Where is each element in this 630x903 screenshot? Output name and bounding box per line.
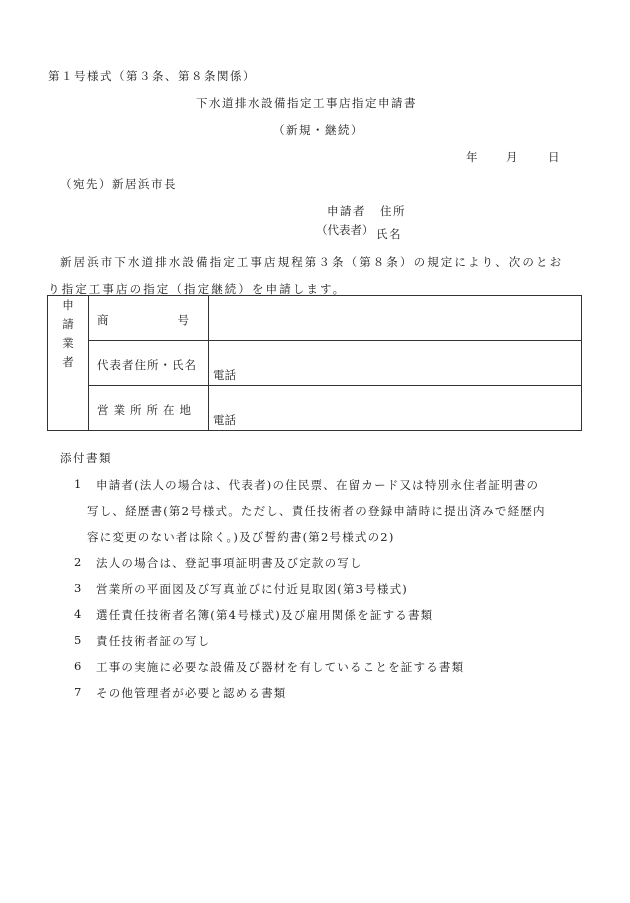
attachment-number: 2: [74, 555, 82, 569]
applicant-address-label: 住所: [380, 204, 406, 218]
tel-label-representative: 電話: [213, 368, 236, 382]
label-cell-trade-name: [89, 296, 209, 341]
value-cell-office-address[interactable]: [209, 386, 582, 431]
row-header-char: 請: [62, 317, 74, 331]
attachment-number: 4: [74, 607, 82, 621]
attachment-text: 責任技術者証の写し: [96, 634, 211, 648]
attachments-heading: 添付書類: [60, 451, 112, 465]
label-office-address: 営業所所在地: [97, 403, 196, 417]
document-subtitle: （新規・継続）: [273, 123, 364, 137]
label-cell-office-address: [89, 386, 209, 431]
row-header-char: 者: [62, 355, 74, 369]
table-row: [48, 386, 582, 431]
attachment-number: 6: [74, 659, 82, 673]
attachment-text: 営業所の平面図及び写真並びに付近見取図(第3号様式): [96, 582, 408, 596]
applicant-name-label: 氏名: [376, 227, 402, 241]
tel-label-office-address: 電話: [213, 413, 236, 427]
row-header-char: 申: [62, 298, 74, 312]
attachment-number: 1: [74, 477, 82, 491]
attachment-text: 写し、経歴書(第2号様式。ただし、責任技術者の登録申請時に提出済みで経歴内: [87, 504, 546, 518]
label-cell-representative: [89, 341, 209, 386]
date-day: 日: [548, 150, 560, 164]
body-text-line2: り指定工事店の指定（指定継続）を申請します。: [48, 282, 347, 296]
attachment-number: 7: [74, 685, 82, 699]
table-row: [48, 341, 582, 386]
body-text-line1: 新居浜市下水道排水設備指定工事店規程第３条（第８条）の規定により、次のとお: [60, 255, 564, 269]
date-year: 年: [466, 150, 478, 164]
attachment-text: 容に変更のない者は除く。)及び誓約書(第2号様式の2): [87, 530, 395, 544]
addressee: （宛先）新居浜市長: [60, 177, 177, 191]
applicant-table: [47, 295, 582, 431]
label-representative: 代表者住所・氏名: [97, 358, 197, 372]
attachment-text: 工事の実施に必要な設備及び器材を有していることを証する書類: [96, 660, 465, 674]
document-title: 下水道排水設備指定工事店指定申請書: [196, 96, 417, 110]
table-row: [48, 296, 582, 341]
label-trade-name: 商 号: [97, 313, 189, 327]
form-number: 第１号様式（第３条、第８条関係）: [48, 69, 256, 83]
attachment-number: 3: [74, 581, 82, 595]
attachment-text: 法人の場合は、登記事項証明書及び定款の写し: [96, 556, 363, 570]
value-cell-trade-name[interactable]: [209, 296, 582, 341]
applicant-representative: （代表者）: [316, 223, 374, 237]
date-month: 月: [506, 150, 518, 164]
attachment-text: 申請者(法人の場合は、代表者)の住民票、在留カード又は特別永住者証明書の: [96, 478, 540, 492]
row-header-char: 業: [62, 336, 74, 350]
applicant-label: 申請者: [327, 204, 366, 218]
row-header-vertical-text: [61, 296, 75, 372]
row-header-cell: [48, 296, 89, 431]
attachment-text: その他管理者が必要と認める書類: [96, 686, 287, 700]
attachment-number: 5: [74, 633, 82, 647]
value-cell-representative[interactable]: [209, 341, 582, 386]
attachment-text: 選任責任技術者名簿(第4号様式)及び雇用関係を証する書類: [96, 608, 434, 622]
